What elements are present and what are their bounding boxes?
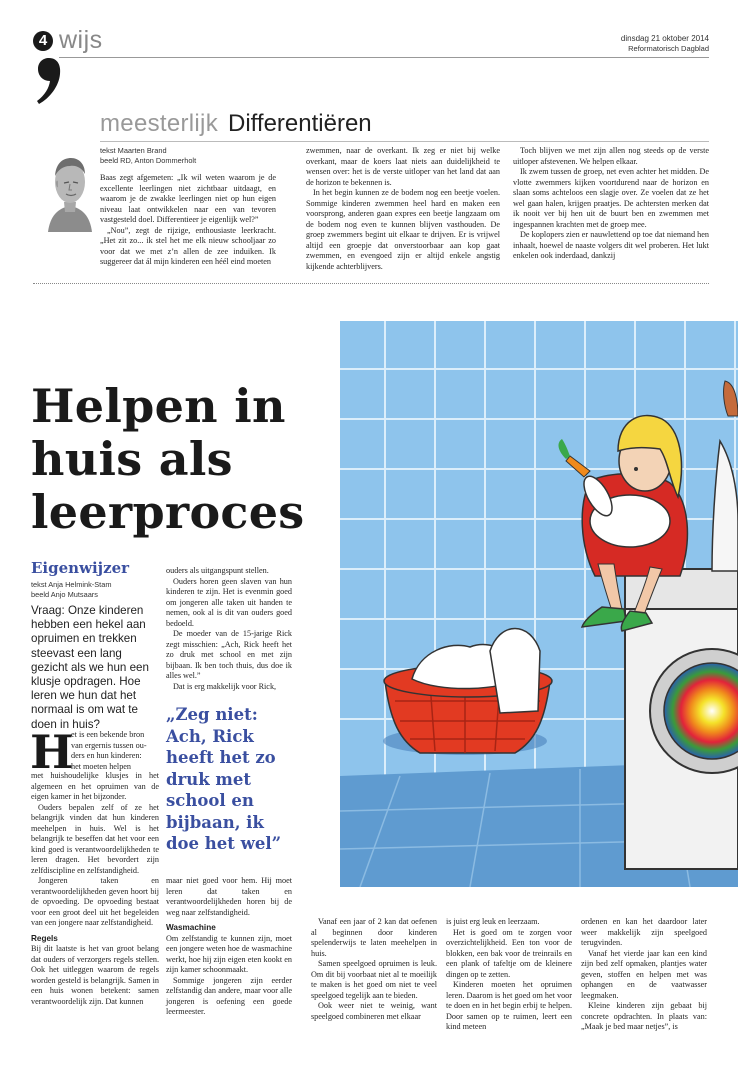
column-credits <box>100 146 196 165</box>
rubric-label: Eigenwijzer <box>31 559 130 577</box>
column-text-col3 <box>513 146 709 262</box>
paragraph: ordenen en kan het daardoor later weer makkelijk zijn speelgoed terugvinden. <box>581 917 707 947</box>
paragraph: De koplopers zien er nauwlettend op toe dat niemand hen inhaalt, hoewel de naaste volgers dit wel proberen. Het lukt enkelen ook inderdaad, dankzij <box>513 230 709 260</box>
article-col2b <box>166 876 292 1018</box>
paragraph: maar niet goed voor hem. Hij moet leren dat taken en verantwoordelijkheden horen bij de weg naar zelfstandigheid. <box>166 876 292 917</box>
paragraph: Om zelfstandig te kunnen zijn, moet een jongere weten hoe de wasmachine werkt, hoe hij zijn eigen eten kookt en zijn kamer schoonmaakt. <box>166 933 292 974</box>
article-headline: Helpen in huis als leerproces <box>31 379 305 539</box>
paragraph: met huishoudelijke klusjes in het algemeen en het opruimen van de eigen kamer in het bijzonder. <box>31 771 159 801</box>
paragraph: Ouders horen geen slaven van hun kinderen te zijn. Het is evenmin goed om jongeren alle taken uit handen te nemen, ook al is dit van ouders goed bedoeld. <box>166 576 292 628</box>
section-name: wijs <box>59 26 103 54</box>
laundry-illustration <box>340 321 738 887</box>
column-headline: Differentiëren <box>228 110 372 137</box>
paragraph: Dat is erg makkelijk voor Rick, <box>173 681 277 691</box>
paragraph: Ouders bepalen zelf of ze het belangrijk vinden dat hun kinderen meehelpen in huis. Wel is het belangrijk te beseffen dat het voor een kind goed is verantwoordelijkheden te leren dragen. Het bevordert zijn zelfdiscipline en zelfstandigheid. <box>31 802 159 875</box>
subheading-wasmachine: Wasmachine <box>166 923 216 932</box>
paragraph: Vanaf het vierde jaar kan een kind zijn bed zelf opmaken, plantjes water geven, stoffen en helpen met was ophangen en de vaatwasser leegmaken. <box>581 948 707 1000</box>
issue-date: dinsdag 21 oktober 2014 <box>620 34 709 43</box>
paragraph: De moeder van de 15-jarige Rick zegt misschien: „Ach, Rick heeft het zo druk met school en met zijn bijbaan. Ik ben toch thuis, dus doe ik alles wel.” <box>166 629 292 680</box>
paragraph: Jongeren taken en verantwoordelijkheden geven hoort bij de opvoeding. De opvoeding bestaat voor een groot deel uit het begeleiden van een jongere naar zelfstandigheid. <box>31 876 159 927</box>
section-divider <box>33 283 709 284</box>
comma-logo <box>36 56 62 106</box>
article-col2 <box>166 566 292 692</box>
article-credit-photo: beeld Anjo Mutsaars <box>31 590 98 599</box>
paragraph: „Nou”, zegt de rijzige, enthousiaste leerkracht. „Het zit zo... ik stel het me elk nieuw schooljaar zo voor dat we met z’n allen de zee induiken. Ik suggereer dat ál mijn kinderen een héél eind moeten <box>100 225 276 266</box>
paragraph: Sommige jongeren zijn eerder zelfstandig dan andere, maar voor alle jongeren is oefening een goede leermeester. <box>166 975 292 1016</box>
paragraph: Baas zegt afgemeten: „Ik wil weten waarom je de excellente leerlingen niet zichtbaar uitdaagt, en waarom je de zwakke leerlingen niet op hun eigen niveau laat ontwikkelen naar een van tevoren vastgesteld doel. Differentieer je eigenlijk wel?” <box>100 173 276 224</box>
article-col3 <box>311 917 437 1022</box>
dropcap: H <box>30 725 74 779</box>
text-line: van ergernis tussen ou- <box>71 740 147 750</box>
text-line: het moeten helpen <box>71 761 132 771</box>
article-credit-text: tekst Anja Helmink-Stam <box>31 580 112 589</box>
paragraph: Ik zwem tussen de groep, net even achter het midden. De vlotte zwemmers kijken voortdurend naar de horizon en slaan soms achteloos een slagje over. Ze voelen dat ze het wel gaan halen, krijgen praatjes. De achtersten merken dat ik nooit ver bij hen uit de buurt ben en zwemmen met ingespannen krachten met de groep mee. <box>513 167 709 229</box>
paragraph: Toch blijven we met zijn allen nog steeds op de verste uitloper afstevenen. We helpen elkaar. <box>513 146 709 166</box>
author-portrait <box>42 146 96 232</box>
column-credit-photo: beeld RD, Anton Dommerholt <box>100 155 197 165</box>
column-text-col2 <box>306 146 500 272</box>
paragraph: In het begin kunnen ze de bodem nog een beetje voelen. Sommige kinderen zwemmen heel hard en maken een voorsprong, anderen gaan expres een beetje langzaam om de bodem nog even te kunnen blijven vasthouden. De groep zwemmers begint uit elkaar te drijven. Er is vrijwel altijd een groepje dat onverstoorbaar aan kop gaat zwemmen, en evengoed zijn er altijd enkele angstig kijkende achterblijvers. <box>306 188 500 271</box>
column-title <box>100 110 372 138</box>
title-rule <box>100 141 709 142</box>
newspaper-name: Reformatorisch Dagblad <box>628 44 709 53</box>
paragraph: Het is goed om te zorgen voor overzichtelijkheid. Een ton voor de blokken, een bak voor de treinrails en een plank of tafeltje om de kleinere dingen op te zetten. <box>446 927 572 979</box>
column-credit-text: tekst Maarten Brand <box>100 146 167 155</box>
article-col1 <box>31 771 159 1007</box>
dropcap-lines <box>71 730 159 772</box>
paragraph: Kleine kinderen zijn gebaat bij concrete opdrachten. In plaats van: „Maak je bed maar netjes”, is <box>581 1001 707 1031</box>
article-col4 <box>446 917 572 1033</box>
paragraph: Bij dit laatste is het van groot belang dat ouders of verzorgers regels stellen. Ook het uitleggen waarom de regels worden gesteld is belangrijk. Samen in een huis wonen betekent: samen verantwoordelijk zijn. Dat kunnen <box>31 944 159 1006</box>
header-rule <box>59 57 709 58</box>
article-credits <box>31 580 112 600</box>
subheading-regels: Regels <box>31 933 58 943</box>
paragraph: Kinderen moeten het opruimen leren. Daarom is het goed om het voor te doen en in het begin erbij te helpen. Door samen op te ruimen, leert een kind meteen <box>446 980 572 1031</box>
paragraph: zwemmen, naar de overkant. Ik zeg er niet bij welke overkant, maar de koers laat niets aan duidelijkheid te wensen over: het is de verste uitloper van het land dat aan de horizon te bekennen is. <box>306 146 500 187</box>
column-kicker: meesterlijk <box>100 110 218 137</box>
paragraph: Samen speelgoed opruimen is leuk. Om dit bij voorbaat niet al te moeilijk te maken is het goed om niet te veel speelgoed tegelijk aan te bieden. <box>311 959 437 1000</box>
text-line: ders en hun kinderen: <box>71 751 142 760</box>
paragraph: Ook weer niet te weinig, want speelgoed combineren met elkaar <box>311 1001 437 1021</box>
article-col5 <box>581 917 707 1033</box>
paragraph: ouders als uitgangspunt stellen. <box>166 566 269 575</box>
paragraph: Vanaf een jaar of 2 kan dat oefenen al beginnen door kinderen spelenderwijs te laten meehelpen in huis. <box>311 917 437 958</box>
paragraph: is juist erg leuk en leerzaam. <box>446 917 540 926</box>
reader-question: Vraag: Onze kinderen hebben een hekel aan opruimen en trekken steevast een lang gezicht als we hun een klusje opdragen. Hoe leren we hun dat het normaal is om wat te doen in huis? <box>31 604 149 731</box>
page-number-badge: 4 <box>33 31 53 51</box>
text-line: et is een bekende bron <box>71 730 145 739</box>
column-text-col1 <box>100 173 276 268</box>
pull-quote: „Zeg niet: Ach, Rick heeft het zo druk met school en bijbaan, ik doe het wel” <box>166 705 282 853</box>
